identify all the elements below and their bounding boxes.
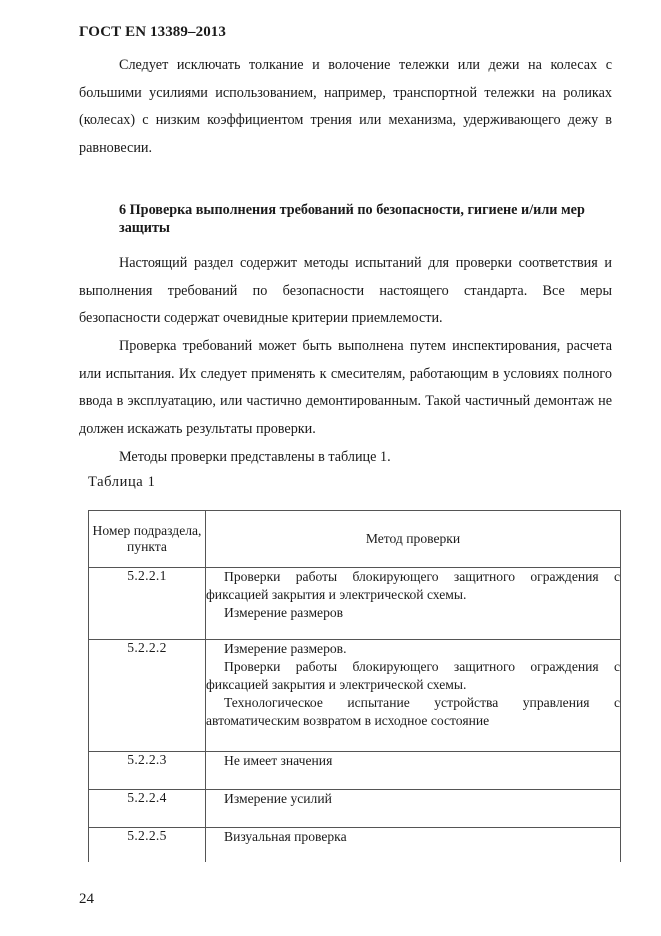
paragraph-table-reference: Методы проверки представлены в таблице 1. (119, 449, 391, 465)
row-method (206, 790, 621, 828)
paragraph-section-intro: Настоящий раздел содержит методы испытаний для проверки соответствия и выполнения требований по безопасности настоящего стандарта. Все меры безопасности содержат очевидные критерии приемлемости. (79, 255, 612, 326)
row-method (206, 640, 621, 752)
method-line: Технологическое испытание устройства управления с автоматическим возвратом в исходное состояние (206, 695, 620, 728)
paragraph-verification: Проверка требований может быть выполнена путем инспектирования, расчета или испытания. Их следует применять к смесителям, работающим в условиях полного ввода в эксплуатацию, или частично демонтированным. Такой частичный демонтаж не должен искажать результаты проверки. (79, 338, 612, 437)
row-method (206, 752, 621, 790)
table-row (89, 568, 621, 640)
paragraph-movement: Следует исключать толкание и волочение тележки или дежи на колесах с большими усилиями использованием, например, транспортной тележки на роликах (колесах) с низким коэффициентом трения или механизма, удерживающего дежу в равновесии. (79, 57, 612, 156)
row-number: 5.2.2.4 (89, 790, 206, 828)
row-number: 5.2.2.5 (89, 828, 206, 862)
method-line: Измерение размеров (224, 605, 344, 620)
table-row (89, 640, 621, 752)
method-line: Визуальная проверка (224, 829, 347, 844)
table-caption: Таблица 1 (88, 474, 156, 490)
page-number: 24 (79, 891, 94, 907)
row-number: 5.2.2.2 (89, 640, 206, 752)
method-line: Проверки работы блокирующего защитного ограждения с фиксацией закрытия и электрической схемы. (206, 569, 620, 602)
table-row (89, 752, 621, 790)
row-method (206, 828, 621, 862)
method-line: Не имеет значения (224, 753, 333, 768)
method-line: Измерение усилий (224, 791, 332, 806)
table-row (89, 790, 621, 828)
table-header-row (89, 511, 621, 568)
row-method (206, 568, 621, 640)
header-subsection-number: Номер подраздела, пункта (89, 511, 206, 568)
row-number: 5.2.2.1 (89, 568, 206, 640)
row-number: 5.2.2.3 (89, 752, 206, 790)
document-header: ГОСТ EN 13389–2013 (79, 24, 226, 40)
verification-methods-table (88, 510, 621, 862)
header-verification-method: Метод проверки (206, 511, 621, 568)
section-heading: 6 Проверка выполнения требований по безопасности, гигиене и/или мер защиты (119, 202, 585, 236)
table-row (89, 828, 621, 862)
method-line: Проверки работы блокирующего защитного ограждения с фиксацией закрытия и электрической схемы. (206, 659, 620, 692)
method-line: Измерение размеров. (224, 641, 347, 656)
